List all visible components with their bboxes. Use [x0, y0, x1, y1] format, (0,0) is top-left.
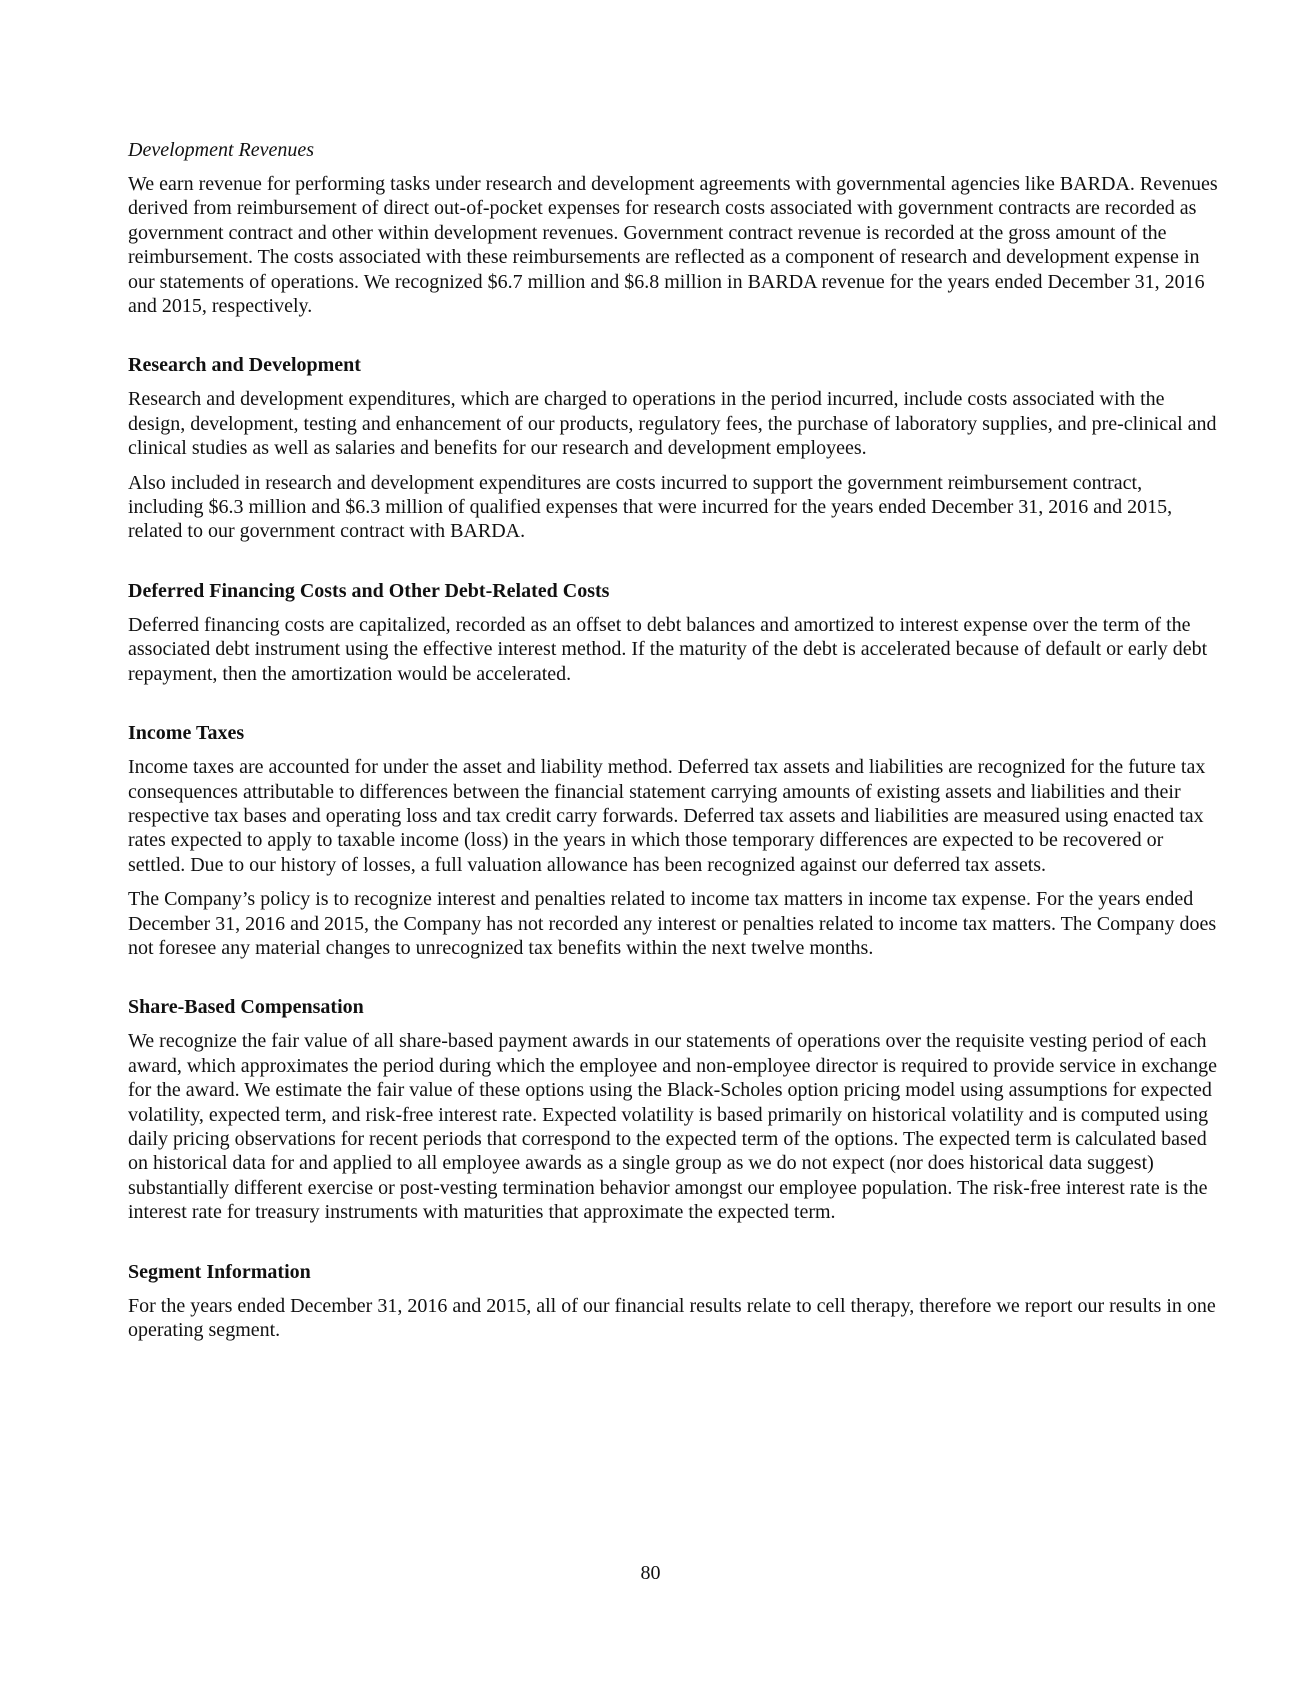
page-number: 80 [640, 1562, 661, 1584]
section-deferred-financing-costs [128, 579, 1218, 686]
section-heading: Deferred Financing Costs and Other Debt-Related Costs [128, 579, 610, 602]
paragraph: We recognize the fair value of all share-based payment awards in our statements of operations over the requisite vesting period of each award, which approximates the period during which the employee and non-employee director is required to provide service in exchange for the award. We estimate the fair value of these options using the Black-Scholes option pricing model using assumptions for expected volatility, expected term, and risk-free interest rate. Expected volatility is based primarily on historical volatility and is computed using daily pricing observations for recent periods that correspond to the expected term of the options. The expected term is calculated based on historical data for and applied to all employee awards as a single group as we do not expect (nor does historical data suggest) substantially different exercise or post-vesting termination behavior amongst our employee population. The risk-free interest rate is the interest rate for treasury instruments with maturities that approximate the expected term. [128, 1030, 1218, 1224]
section-heading: Development Revenues [128, 139, 315, 161]
section-heading: Research and Development [128, 354, 361, 377]
section-share-based-compensation [128, 995, 1218, 1224]
section-development-revenues [128, 138, 1218, 318]
paragraph: For the years ended December 31, 2016 and 2015, all of our financial results relate to cell therapy, therefore we report our results in one operating segment. [128, 1294, 1216, 1341]
section-income-taxes [128, 721, 1218, 960]
paragraph: The Company’s policy is to recognize interest and penalties related to income tax matters in income tax expense. For the years ended December 31, 2016 and 2015, the Company has not recorded any interest or penalties related to income tax matters. The Company does not foresee any material changes to unrecognized tax benefits within the next twelve months. [128, 888, 1217, 959]
paragraph: We earn revenue for performing tasks under research and development agreements with governmental agencies like BARDA. Revenues derived from reimbursement of direct out-of-pocket expenses for research costs associated with government contracts are recorded as government contract and other within development revenues. Government contract revenue is recorded at the gross amount of the reimbursement. The costs associated with these reimbursements are reflected as a component of research and development expense in our statements of operations. We recognized $6.7 million and $6.8 million in BARDA revenue for the years ended December 31, 2016 and 2015, respectively. [128, 173, 1218, 318]
section-heading: Share-Based Compensation [128, 996, 364, 1019]
section-heading: Income Taxes [128, 722, 245, 745]
paragraph: Research and development expenditures, which are charged to operations in the period incurred, include costs associated with the design, development, testing and enhancement of our products, regulatory fees, the purchase of laboratory supplies, and pre-clinical and clinical studies as well as salaries and benefits for our research and development employees. [128, 388, 1217, 460]
paragraph: Deferred financing costs are capitalized, recorded as an offset to debt balances and amortized to interest expense over the term of the associated debt instrument using the effective interest method. If the maturity of the debt is accelerated because of default or early debt repayment, then the amortization would be accelerated. [128, 613, 1208, 685]
section-heading: Segment Information [128, 1260, 311, 1283]
paragraph: Income taxes are accounted for under the asset and liability method. Deferred tax assets and liabilities are recognized for the future tax consequences attributable to differences between the financial statement carrying amounts of existing assets and liabilities and their respective tax bases and operating loss and tax credit carry forwards. Deferred tax assets and liabilities are measured using enacted tax rates expected to apply to taxable income (loss) in the years in which those temporary differences are expected to be recovered or settled. Due to our history of losses, a full valuation allowance has been recognized against our deferred tax assets. [128, 756, 1206, 876]
paragraph: Also included in research and development expenditures are costs incurred to support the government reimbursement contract, including $6.3 million and $6.3 million of qualified expenses that were incurred for the years ended December 31, 2016 and 2015, related to our government contract with BARDA. [128, 471, 1173, 543]
section-segment-information [128, 1260, 1218, 1343]
section-research-and-development [128, 353, 1218, 543]
document-page [128, 138, 1218, 1342]
